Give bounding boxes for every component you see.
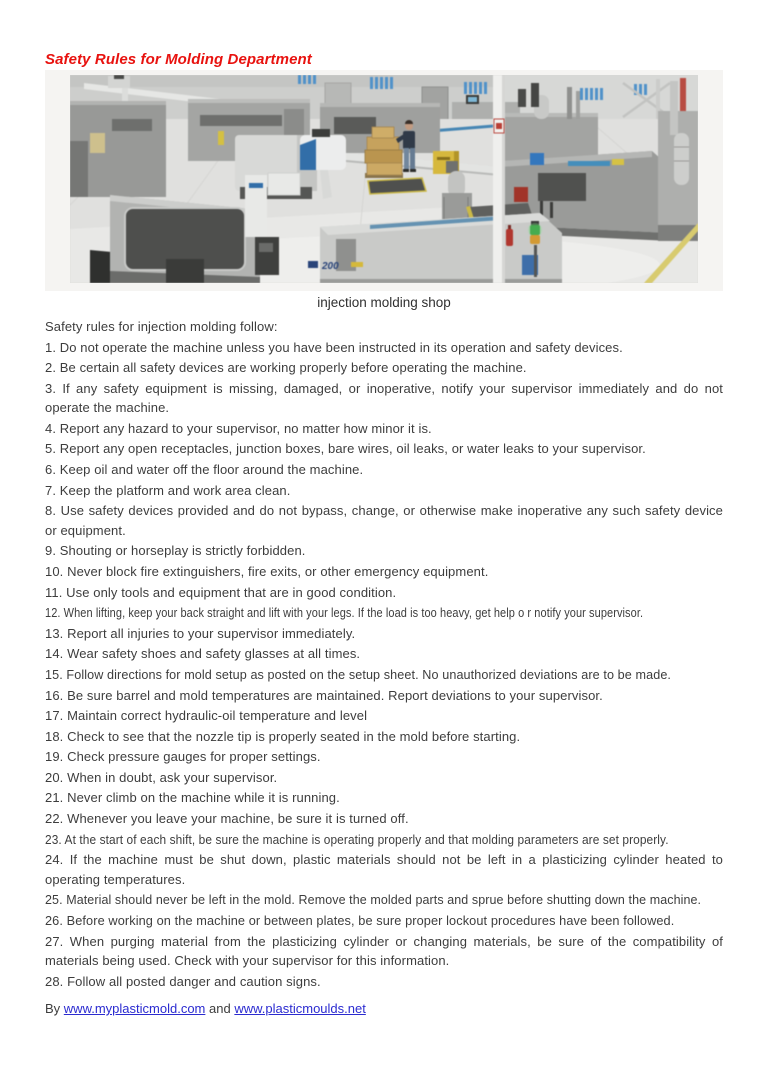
rule-item-21: 21. Never climb on the machine while it is running. <box>45 790 340 806</box>
rule-item-8: 8. Use safety devices provided and do not bypass, change, or otherwise make inoperative any such safety device or equipment. <box>45 503 723 538</box>
support-pillar <box>493 75 505 283</box>
rule-item-5: 5. Report any open receptacles, junction boxes, bare wires, oil leaks, or water leaks to your supervisor. <box>45 441 646 457</box>
rule-item-19: 19. Check pressure gauges for proper settings. <box>45 749 321 765</box>
rule-item-26: 26. Before working on the machine or between plates, be sure proper lockout procedures have been followed. <box>45 912 675 928</box>
rule-item-20: 20. When in doubt, ask your supervisor. <box>45 769 278 785</box>
rule-item-1: 1. Do not operate the machine unless you have been instructed in its operation and safety devices. <box>45 339 623 355</box>
rule-item-6: 6. Keep oil and water off the floor around the machine. <box>45 462 364 478</box>
rule-item-15: 15. Follow directions for mold setup as posted on the setup sheet. No unauthorized deviations are to be made. <box>45 666 672 682</box>
rule-item-25: 25. Material should never be left in the mold. Remove the molded parts and sprue before shutting down the machine. <box>45 892 702 908</box>
rule-item-9: 9. Shouting or horseplay is strictly forbidden. <box>45 543 306 559</box>
safety-rules-list <box>45 317 723 991</box>
rule-item-3: 3. If any safety equipment is missing, damaged, or inoperative, notify your supervisor immediately and do not operate the machine. <box>45 380 723 416</box>
footer-byline <box>45 999 723 1018</box>
photo-caption: injection molding shop <box>317 295 451 310</box>
photo-frame <box>45 70 723 291</box>
rule-item-13: 13. Report all injuries to your supervisor immediately. <box>45 625 356 641</box>
rule-item-2: 2. Be certain all safety devices are working properly before operating the machine. <box>45 360 527 376</box>
injection-molding-shop-photo <box>70 75 698 283</box>
rule-item-27: 27. When purging material from the plasticizing cylinder or changing materials, be sure of the compatibility of materials being used. Check with your supervisor for this information. <box>45 933 723 969</box>
floor-mat <box>368 178 426 194</box>
machine-model-label: 200 <box>322 261 339 272</box>
rule-item-16: 16. Be sure barrel and mold temperatures are maintained. Report deviations to your supervisor. <box>45 687 603 703</box>
rule-item-28: 28. Follow all posted danger and caution signs. <box>45 973 321 989</box>
page-title: Safety Rules for Molding Department <box>45 51 312 68</box>
rule-item-11: 11. Use only tools and equipment that are in good condition. <box>45 584 397 600</box>
rule-item-23: 23. At the start of each shift, be sure the machine is operating properly and that molding parameters are set properly. <box>45 831 669 847</box>
footer-link-myplasticmold[interactable]: www.myplasticmold.com <box>63 1001 206 1017</box>
footer-link-plasticmoulds[interactable]: www.plasticmoulds.net <box>234 1001 366 1017</box>
rule-item-22: 22. Whenever you leave your machine, be sure it is turned off. <box>45 811 409 827</box>
rule-item-7: 7. Keep the platform and work area clean. <box>45 482 291 498</box>
rule-item-14: 14. Wear safety shoes and safety glasses at all times. <box>45 646 361 662</box>
intro-text: Safety rules for injection molding follow: <box>45 319 278 334</box>
rule-item-24: 24. If the machine must be shut down, plastic materials should not be left in a plasticizing cylinder heated to operating temperatures. <box>45 852 723 887</box>
rule-item-4: 4. Report any hazard to your supervisor, no matter how minor it is. <box>45 420 432 436</box>
footer-by-text: By <box>45 1001 61 1017</box>
rule-item-18: 18. Check to see that the nozzle tip is properly seated in the mold before starting. <box>45 728 521 744</box>
rule-item-10: 10. Never block fire extinguishers, fire exits, or other emergency equipment. <box>45 563 489 579</box>
footer-and-text: and <box>209 1001 231 1017</box>
rule-item-12: 12. When lifting, keep your back straight and lift with your legs. If the load is too heavy, get help o r notify your supervisor. <box>45 605 644 621</box>
rule-item-17: 17. Maintain correct hydraulic-oil temperature and level <box>45 708 368 724</box>
